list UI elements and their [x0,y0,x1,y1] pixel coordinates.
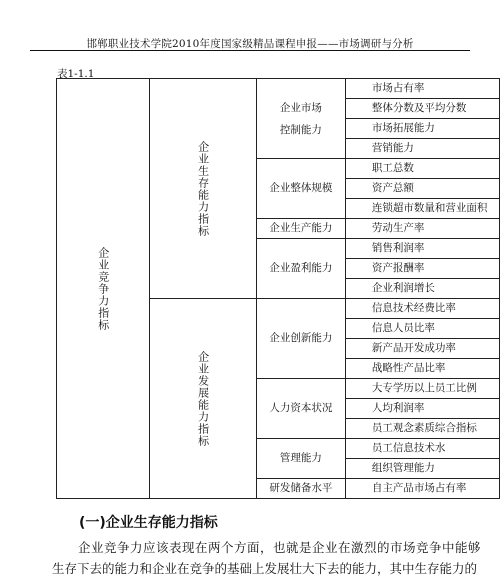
indicator-item: 人均利润率 [345,399,499,419]
indicator-item: 劳动生产率 [345,219,499,239]
root-category-cell [57,79,150,499]
indicator-item: 战略性产品比率 [345,359,499,379]
indicator-item: 新产品开发成功率 [345,339,499,359]
indicator-item: 信息人员比率 [345,319,499,339]
group-cell-survival [150,79,257,299]
indicator-item: 资产报酬率 [345,259,499,279]
group-label-development: 企业发展能力指标 [196,350,210,447]
indicator-item: 大专学历以上员工比例 [345,379,499,399]
indicator-item: 员工观念素质综合指标 [345,419,499,439]
subgroup-market-control [256,79,345,159]
subgroup-production: 企业生产能力 [256,219,345,239]
root-category-label: 企业竞争力指标 [96,246,110,331]
subgroup-rnd-reserve: 研发储备水平 [256,479,345,499]
indicator-item: 自主产品市场占有率 [345,479,499,499]
header-rule [30,50,470,51]
subgroup-management: 管理能力 [256,439,345,479]
indicator-item: 整体分数及平均分数 [345,99,499,119]
group-label-survival: 企业生存能力指标 [196,140,210,237]
indicator-item: 职工总数 [345,159,499,179]
indicator-item: 连锁超市数量和营业面积 [345,199,499,219]
subgroup-innovation: 企业创新能力 [256,299,345,379]
page-header: 邯郸职业技术学院2010年度国家级精品课程申报——市场调研与分析 [86,38,414,50]
indicator-item: 资产总额 [345,179,499,199]
subgroup-label-line: 控制能力 [279,123,322,136]
indicator-item: 营销能力 [345,139,499,159]
table-label: 表1-1.1 [57,68,95,80]
subgroup-label-line: 企业市场 [279,101,322,114]
body-paragraph: 企业竞争力应该表现在两个方面，也就是企业在激烈的市场竞争中能够 [78,540,482,555]
indicator-item: 市场拓展能力 [345,119,499,139]
group-cell-development [150,299,257,499]
subgroup-overall-scale: 企业整体规模 [256,159,345,219]
indicator-item: 组织管理能力 [345,459,499,479]
section-heading: (一)企业生存能力指标 [79,515,218,531]
indicator-table [56,78,500,499]
subgroup-profitability: 企业盈利能力 [256,239,345,299]
indicator-item: 企业利润增长 [345,279,499,299]
indicator-item: 员工信息技术水 [345,439,499,459]
indicator-item: 市场占有率 [345,79,499,99]
subgroup-human-capital: 人力资本状况 [256,379,345,439]
indicator-item: 销售利润率 [345,239,499,259]
body-paragraph-cut: 生存下去的能力和企业在竞争的基础上发展壮大下去的能力，其中生存能力的 [52,561,478,576]
indicator-item: 信息技术经费比率 [345,299,499,319]
table-row [57,79,500,99]
